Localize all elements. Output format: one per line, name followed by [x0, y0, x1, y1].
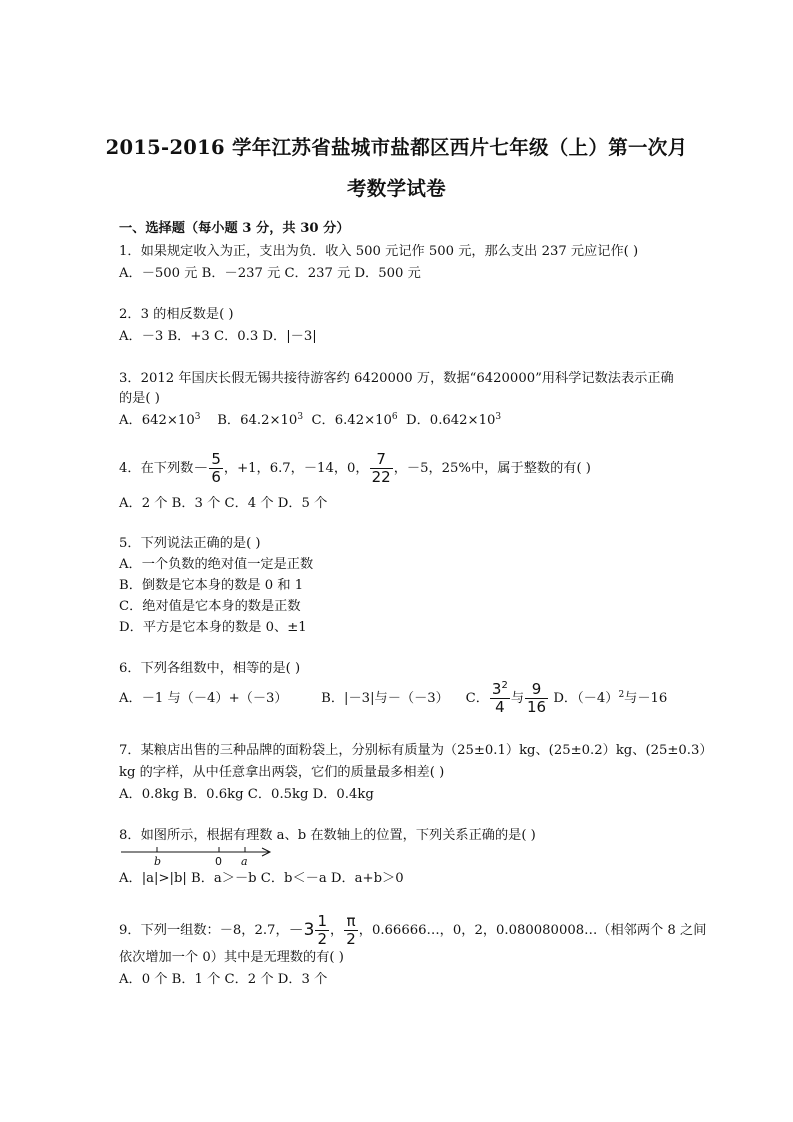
q3-option-d: D．0.642×10: [406, 413, 496, 428]
q2-stem: 2．3 的相反数是( ): [119, 307, 234, 322]
q4-frac1-den: 6: [211, 468, 221, 486]
q9-pi-den: 2: [346, 930, 356, 948]
q4-frac1-sign: －: [193, 459, 209, 477]
q4-fraction-7-22: [370, 452, 393, 485]
q9-stem: [119, 914, 706, 947]
q9-suffix: ，0.66666…，0，2，0.080080008…（相邻两个 8 之间: [358, 922, 707, 938]
q4-suffix: ，－5，25%中，属于整数的有( ): [393, 460, 591, 476]
q5-option-d: D．平方是它本身的数是 0、±1: [119, 620, 307, 635]
label-0: 0: [215, 855, 222, 868]
q9-sep: ，: [330, 922, 344, 938]
q4-frac2-den: 22: [371, 468, 391, 486]
q3-exp-d: 3: [495, 412, 502, 422]
q6-option-c-mid: 与: [510, 690, 525, 706]
q4-frac2-num: 7: [370, 452, 393, 469]
q7-stem-line-1: 7．某粮店出售的三种品牌的面粉袋上，分别标有质量为（25±0.1）kg、(25±0.2）kg、(25±0.3）: [119, 743, 713, 758]
q5-option-b: B．倒数是它本身的数是 0 和 1: [119, 578, 304, 593]
number-line-figure: [119, 843, 279, 873]
q6-option-b: B．|－3|与－（－3）: [321, 690, 449, 706]
q8-options: A．|a|>|b| B．a＞－b C．b＜－a D．a+b＞0: [119, 871, 404, 886]
q6-option-d: D．（－4）: [553, 690, 619, 706]
q1-stem: 1．如果规定收入为正，支出为负．收入 500 元记作 500 元，那么支出 237 元应记作( ): [119, 244, 639, 259]
label-b: b: [154, 855, 162, 868]
q6-fracL-exp: 2: [501, 680, 508, 691]
section-heading: 一、选择题（每小题 3 分，共 30 分）: [119, 221, 350, 236]
q6-fracR-num: 9: [525, 682, 548, 699]
q3-exp-c: 6: [391, 412, 398, 422]
q9-mixed-num: 1: [317, 912, 328, 930]
q6-option-c-label: C．: [465, 690, 489, 706]
q6-fracL-den: 4: [495, 698, 505, 716]
q2-options: A．－3 B．+3 C．0.3 D．|－3|: [119, 329, 317, 344]
q5-option-c: C．绝对值是它本身的数是正数: [119, 599, 301, 614]
q6-fracL-num: 3: [491, 680, 502, 698]
q5-stem: 5．下列说法正确的是( ): [119, 536, 261, 551]
label-a: a: [241, 855, 248, 868]
q3-exp-b: 3: [297, 412, 304, 422]
q4-fraction-neg-5-6: [209, 452, 223, 485]
q9-fraction-pi-2: [344, 914, 358, 947]
q6-fracR-den: 16: [527, 698, 547, 716]
q6-fraction-9-16: [525, 682, 548, 715]
q3-stem-line-2: 的是( ): [119, 391, 160, 406]
q5-option-a: A．一个负数的绝对值一定是正数: [119, 557, 314, 572]
q9-options: A．0 个 B．1 个 C．2 个 D．3 个: [119, 972, 328, 987]
q6-option-a: A．－1 与（－4）+（－3）: [119, 690, 288, 706]
title-line-1: 2015-2016 学年江苏省盐城市盐都区西片七年级（上）第一次月: [105, 136, 688, 159]
q3-stem-line-1: 3．2012 年国庆长假无锡共接待游客约 6420000 万，数据“6420000”用科学记数法表示正确: [119, 371, 674, 386]
q9-pi-num: π: [344, 914, 358, 931]
q7-options: A．0.8kg B．0.6kg C．0.5kg D．0.4kg: [119, 787, 374, 802]
title-line-2: 考数学试卷: [346, 177, 446, 200]
q4-options: A．2 个 B．3 个 C．4 个 D．5 个: [119, 496, 328, 511]
q6-option-d-exp: 2: [618, 690, 625, 700]
q6-stem: 6．下列各组数中，相等的是( ): [119, 661, 301, 676]
q4-frac1-num: 5: [211, 450, 221, 468]
q9-mixed-den: 2: [317, 930, 328, 948]
q9-fraction-1-2: [315, 914, 329, 947]
q4-stem: [119, 452, 591, 485]
q6-options: [119, 682, 667, 715]
q9-mixed-sign: －: [288, 921, 304, 939]
q3-option-c: C．6.42×10: [311, 413, 392, 428]
q3-exp-a: 3: [194, 412, 201, 422]
q3-option-a: A．642×10: [119, 413, 195, 428]
q3-option-b: B．64.2×10: [217, 413, 298, 428]
q4-prefix: 4．在下列数: [119, 460, 194, 476]
q9-mixed-int: 3: [303, 920, 315, 940]
q7-stem-line-2: kg 的字样，从中任意拿出两袋，它们的质量最多相差( ): [119, 765, 445, 780]
q1-options: A．－500 元 B．－237 元 C．237 元 D．500 元: [119, 266, 421, 281]
q4-middle: ，+1，6.7，－14，0，: [223, 460, 369, 476]
q3-options: [119, 414, 501, 427]
q9-stem-line-2: 依次增加一个 0）其中是无理数的有( ): [119, 950, 344, 965]
q6-fraction-3sq-4: [490, 682, 510, 715]
q8-stem: 8．如图所示，根据有理数 a、b 在数轴上的位置，下列关系正确的是( ): [119, 828, 536, 843]
q9-prefix: 9．下列一组数：－8，2.7，: [119, 922, 289, 938]
q6-option-d-end: 与－16: [624, 690, 668, 706]
